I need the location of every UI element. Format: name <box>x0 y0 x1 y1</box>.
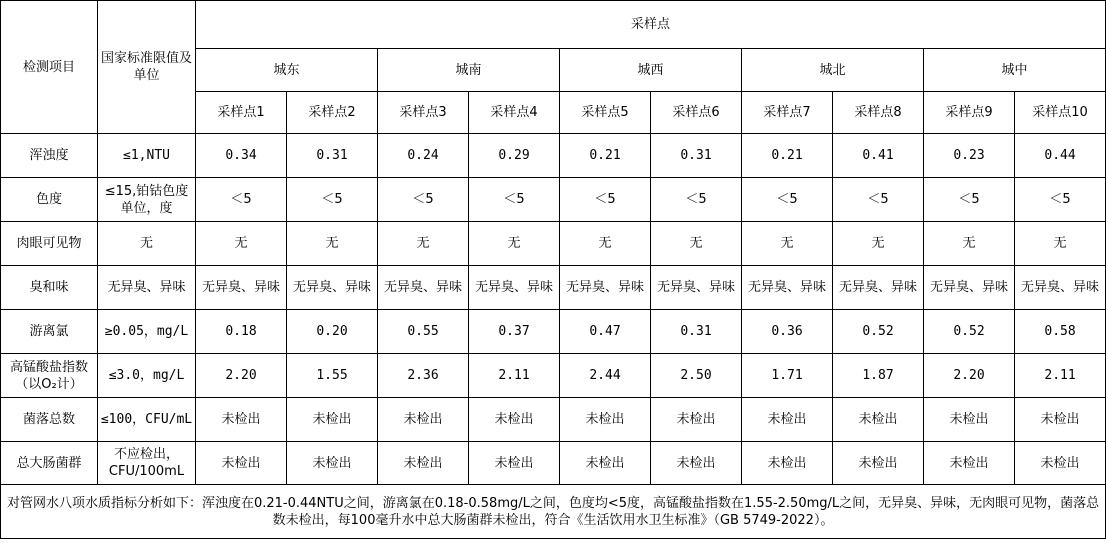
cell-value: 2.11 <box>1015 354 1106 398</box>
cell-value: 未检出 <box>469 398 560 442</box>
cell-value: 未检出 <box>924 398 1015 442</box>
header-standard: 国家标准限值及单位 <box>98 1 196 134</box>
point-header: 采样点2 <box>287 92 378 134</box>
cell-value: 无 <box>469 222 560 266</box>
cell-value: 未检出 <box>287 398 378 442</box>
table-row <box>1 354 1106 398</box>
cell-value: 未检出 <box>651 398 742 442</box>
standard-value: ≤15,铂钴色度单位，度 <box>98 178 196 222</box>
standard-value: ≤3.0，mg/L <box>98 354 196 398</box>
table-row <box>1 310 1106 354</box>
cell-value: 2.44 <box>560 354 651 398</box>
point-header: 采样点3 <box>378 92 469 134</box>
cell-value: 1.87 <box>833 354 924 398</box>
region-south: 城南 <box>378 49 560 92</box>
cell-value: 0.58 <box>1015 310 1106 354</box>
point-header: 采样点1 <box>196 92 287 134</box>
cell-value: 无异臭、异味 <box>378 266 469 310</box>
cell-value: 0.41 <box>833 134 924 178</box>
cell-value: 无 <box>560 222 651 266</box>
analysis-note: 对管网水八项水质指标分析如下：浑浊度在0.21-0.44NTU之间，游离氯在0.18-0.58mg/L之间，色度均<5度，高锰酸盐指数在1.55-2.50mg/L之间，无异臭、异味，无肉眼可见物，菌落总数未检出，每100毫升水中总大肠菌群未检出，符合《生活饮用水卫生标准》（GB 5749-2022）。 <box>1 485 1106 539</box>
standard-value: ≤1,NTU <box>98 134 196 178</box>
cell-value: 未检出 <box>833 398 924 442</box>
cell-value: 2.20 <box>196 354 287 398</box>
cell-value: 无 <box>378 222 469 266</box>
cell-value: 0.31 <box>287 134 378 178</box>
cell-value: 2.36 <box>378 354 469 398</box>
table-row <box>1 266 1106 310</box>
cell-value: 0.31 <box>651 134 742 178</box>
item-label: 总大肠菌群 <box>1 442 98 485</box>
cell-value: 0.34 <box>196 134 287 178</box>
cell-value: 未检出 <box>196 442 287 485</box>
cell-value: ＜5 <box>560 178 651 222</box>
header-item: 检测项目 <box>1 1 98 134</box>
cell-value: 0.31 <box>651 310 742 354</box>
item-label: 浑浊度 <box>1 134 98 178</box>
cell-value: 0.44 <box>1015 134 1106 178</box>
cell-value: 0.52 <box>924 310 1015 354</box>
cell-value: 无异臭、异味 <box>196 266 287 310</box>
cell-value: 无 <box>287 222 378 266</box>
region-north: 城北 <box>742 49 924 92</box>
cell-value: 未检出 <box>560 442 651 485</box>
cell-value: 无 <box>1015 222 1106 266</box>
point-header: 采样点8 <box>833 92 924 134</box>
cell-value: 未检出 <box>469 442 560 485</box>
cell-value: ＜5 <box>1015 178 1106 222</box>
table-row <box>1 178 1106 222</box>
cell-value: 无异臭、异味 <box>651 266 742 310</box>
cell-value: 未检出 <box>1015 398 1106 442</box>
standard-value: ≤100，CFU/mL <box>98 398 196 442</box>
point-header: 采样点4 <box>469 92 560 134</box>
cell-value: 1.55 <box>287 354 378 398</box>
region-west: 城西 <box>560 49 742 92</box>
cell-value: 未检出 <box>378 398 469 442</box>
cell-value: 无 <box>833 222 924 266</box>
cell-value: 0.21 <box>742 134 833 178</box>
point-header: 采样点7 <box>742 92 833 134</box>
item-label: 色度 <box>1 178 98 222</box>
cell-value: 0.55 <box>378 310 469 354</box>
cell-value: ＜5 <box>651 178 742 222</box>
table-row <box>1 442 1106 485</box>
point-header: 采样点5 <box>560 92 651 134</box>
cell-value: 未检出 <box>560 398 651 442</box>
cell-value: 无异臭、异味 <box>833 266 924 310</box>
standard-value: ≥0.05，mg/L <box>98 310 196 354</box>
point-header: 采样点10 <box>1015 92 1106 134</box>
cell-value: 2.50 <box>651 354 742 398</box>
cell-value: 无 <box>742 222 833 266</box>
region-center: 城中 <box>924 49 1106 92</box>
cell-value: 0.20 <box>287 310 378 354</box>
standard-value: 无 <box>98 222 196 266</box>
cell-value: ＜5 <box>378 178 469 222</box>
item-label: 肉眼可见物 <box>1 222 98 266</box>
point-header: 采样点6 <box>651 92 742 134</box>
item-label: 高锰酸盐指数（以O₂计） <box>1 354 98 398</box>
cell-value: 无异臭、异味 <box>560 266 651 310</box>
cell-value: 未检出 <box>833 442 924 485</box>
cell-value: 2.11 <box>469 354 560 398</box>
note-row <box>1 485 1106 539</box>
cell-value: ＜5 <box>287 178 378 222</box>
cell-value: 0.23 <box>924 134 1015 178</box>
table-row <box>1 134 1106 178</box>
cell-value: 0.36 <box>742 310 833 354</box>
cell-value: 未检出 <box>924 442 1015 485</box>
cell-value: 未检出 <box>742 398 833 442</box>
cell-value: 无异臭、异味 <box>1015 266 1106 310</box>
table-row <box>1 222 1106 266</box>
cell-value: 2.20 <box>924 354 1015 398</box>
cell-value: 未检出 <box>1015 442 1106 485</box>
item-label: 臭和味 <box>1 266 98 310</box>
cell-value: 0.47 <box>560 310 651 354</box>
cell-value: 0.24 <box>378 134 469 178</box>
cell-value: 0.18 <box>196 310 287 354</box>
standard-value: 无异臭、异味 <box>98 266 196 310</box>
cell-value: 无异臭、异味 <box>924 266 1015 310</box>
cell-value: 未检出 <box>742 442 833 485</box>
cell-value: 未检出 <box>287 442 378 485</box>
point-header: 采样点9 <box>924 92 1015 134</box>
standard-value: 不应检出，CFU/100mL <box>98 442 196 485</box>
header-row-1 <box>1 1 1106 49</box>
cell-value: ＜5 <box>924 178 1015 222</box>
cell-value: 无 <box>924 222 1015 266</box>
cell-value: 无异臭、异味 <box>742 266 833 310</box>
cell-value: 0.21 <box>560 134 651 178</box>
cell-value: 未检出 <box>378 442 469 485</box>
cell-value: ＜5 <box>833 178 924 222</box>
cell-value: 0.29 <box>469 134 560 178</box>
cell-value: 未检出 <box>196 398 287 442</box>
cell-value: 1.71 <box>742 354 833 398</box>
table-row <box>1 398 1106 442</box>
region-east: 城东 <box>196 49 378 92</box>
cell-value: ＜5 <box>196 178 287 222</box>
cell-value: ＜5 <box>469 178 560 222</box>
item-label: 菌落总数 <box>1 398 98 442</box>
cell-value: ＜5 <box>742 178 833 222</box>
item-label: 游离氯 <box>1 310 98 354</box>
cell-value: 0.52 <box>833 310 924 354</box>
cell-value: 无 <box>196 222 287 266</box>
cell-value: 无异臭、异味 <box>287 266 378 310</box>
cell-value: 0.37 <box>469 310 560 354</box>
header-sampling-points: 采样点 <box>196 1 1106 49</box>
cell-value: 无异臭、异味 <box>469 266 560 310</box>
cell-value: 无 <box>651 222 742 266</box>
cell-value: 未检出 <box>651 442 742 485</box>
